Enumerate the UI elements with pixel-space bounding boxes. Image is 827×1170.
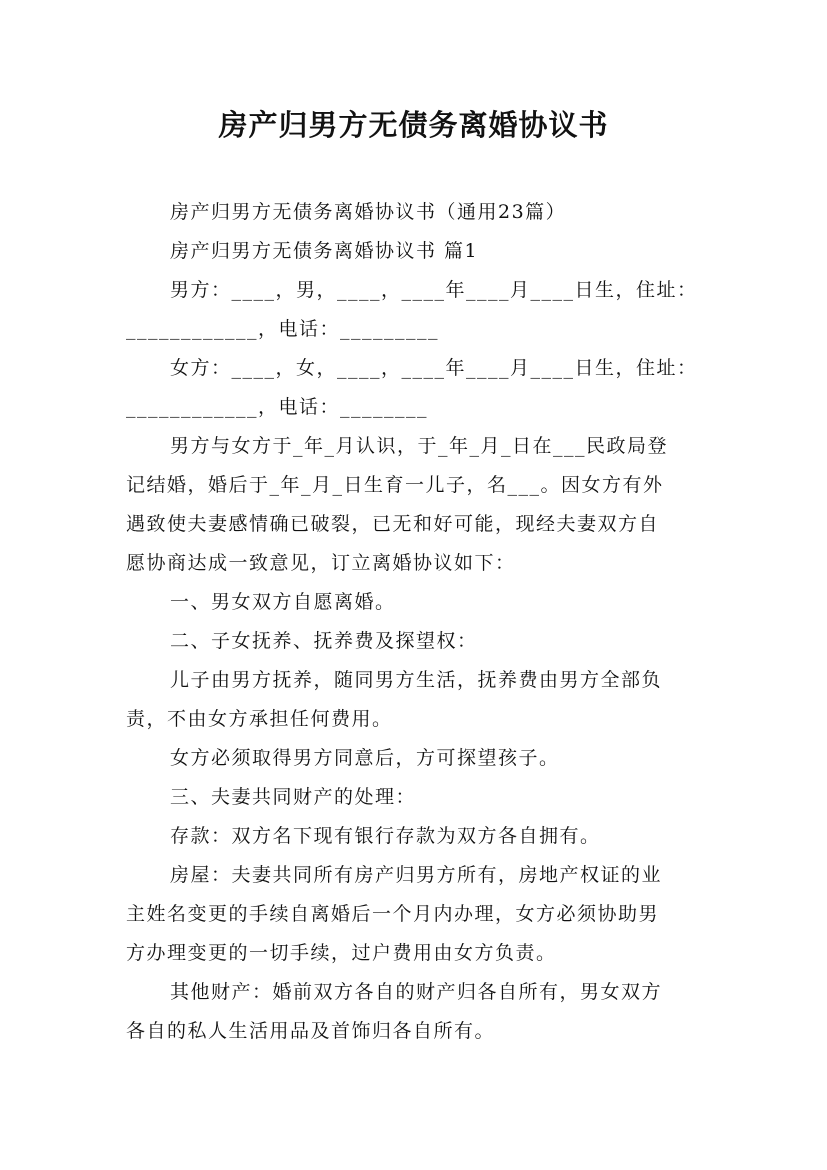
deposits-paragraph: 存款：双方名下现有银行存款为双方各自拥有。 bbox=[170, 825, 601, 847]
clause-2-heading: 二、子女抚养、抚养费及探望权： bbox=[170, 630, 478, 652]
female-party-line: 女方：____，女，____，____年____月____日生，住址： bbox=[170, 357, 698, 379]
male-party-line: 男方：____，男，____，____年____月____日生，住址： bbox=[170, 279, 698, 301]
background-paragraph-line: 遇致使夫妻感情确已破裂，已无和好可能，现经夫妻双方自 bbox=[126, 513, 660, 535]
female-party-line-continued: ____________，电话：________ bbox=[126, 396, 429, 418]
custody-paragraph-line: 责，不由女方承担任何费用。 bbox=[126, 708, 393, 730]
background-paragraph-line: 愿协商达成一致意见，订立离婚协议如下： bbox=[126, 552, 516, 574]
custody-paragraph-line: 儿子由男方抚养，随同男方生活，抚养费由男方全部负 bbox=[170, 669, 663, 691]
house-paragraph-line: 方办理变更的一切手续，过户费用由女方负责。 bbox=[126, 942, 557, 964]
other-property-paragraph-line: 各自的私人生活用品及首饰归各自所有。 bbox=[126, 1020, 496, 1042]
document-subtitle: 房产归男方无债务离婚协议书（通用23篇） bbox=[170, 201, 567, 223]
other-property-paragraph-line: 其他财产：婚前双方各自的财产归各自所有，男女双方 bbox=[170, 981, 663, 1003]
house-paragraph-line: 主姓名变更的手续自离婚后一个月内办理，女方必须协助男 bbox=[126, 903, 660, 925]
background-paragraph-line: 男方与女方于_年_月认识，于_年_月_日在___民政局登 bbox=[170, 435, 669, 457]
male-party-line-continued: ____________，电话：_________ bbox=[126, 318, 440, 340]
background-paragraph-line: 记结婚，婚后于_年_月_日生育一儿子，名___。因女方有外 bbox=[126, 474, 664, 496]
visitation-paragraph: 女方必须取得男方同意后，方可探望孩子。 bbox=[170, 747, 560, 769]
document-body bbox=[126, 193, 702, 1051]
section-heading: 房产归男方无债务离婚协议书 篇1 bbox=[170, 240, 479, 262]
clause-1: 一、男女双方自愿离婚。 bbox=[170, 591, 396, 613]
clause-3-heading: 三、夫妻共同财产的处理： bbox=[170, 786, 417, 808]
house-paragraph-line: 房屋：夫妻共同所有房产归男方所有，房地产权证的业 bbox=[170, 864, 663, 886]
document-title: 房产归男方无债务离婚协议书 bbox=[218, 108, 609, 142]
